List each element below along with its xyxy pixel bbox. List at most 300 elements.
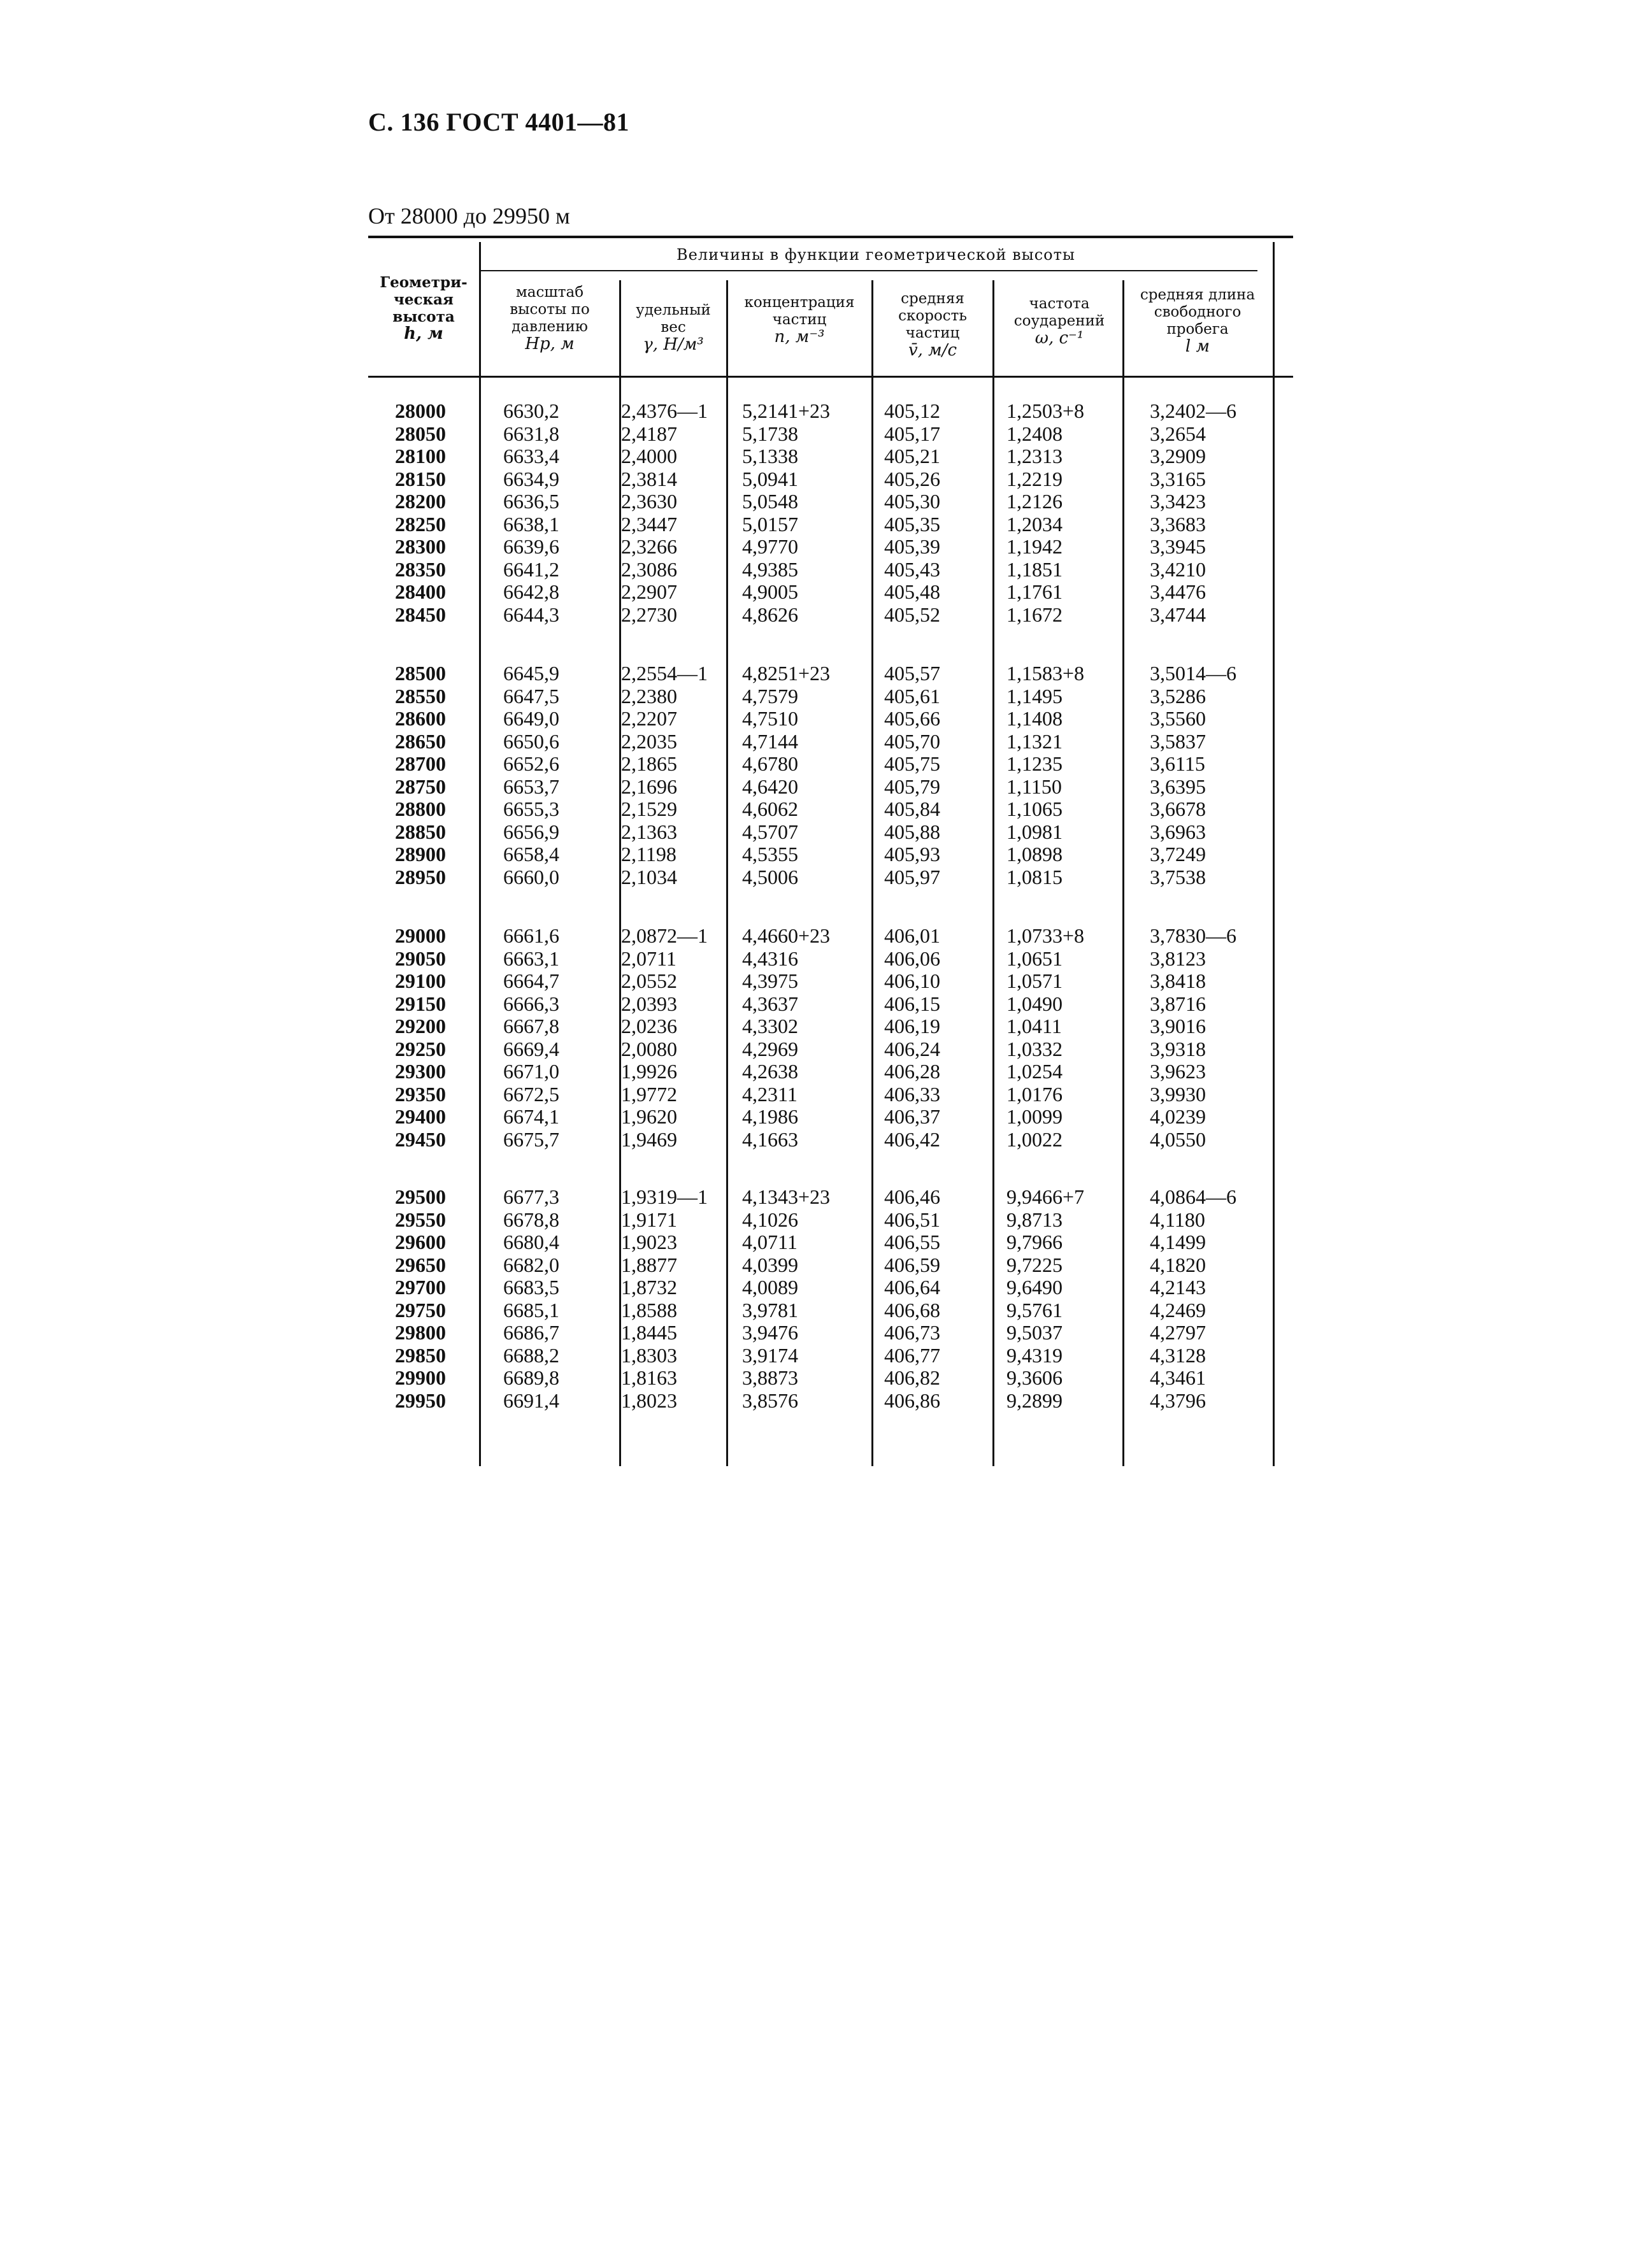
table-cell: 405,52 (884, 603, 940, 626)
table-cell: 3,9930 (1150, 1082, 1206, 1106)
table-cell: 1,2313 (1006, 445, 1063, 467)
table-cell: 405,66 (884, 707, 940, 730)
column-header-specific-weight (622, 302, 725, 353)
table-cell: 2,0080 (621, 1037, 677, 1060)
table-cell: 3,8418 (1150, 969, 1206, 992)
table-cell: 28700 (395, 752, 446, 775)
header-symbol: n, м⁻³ (774, 327, 825, 346)
table-cell: 3,5837 (1150, 729, 1206, 753)
table-cell: 1,0022 (1006, 1127, 1063, 1151)
table-cell: 406,33 (884, 1082, 940, 1106)
table-cell: 4,9005 (742, 580, 798, 603)
header-line: частота (1029, 296, 1090, 312)
table-cell: 406,82 (884, 1366, 940, 1389)
table-cell: 2,3814 (621, 467, 677, 490)
header-line: пробега (1166, 321, 1229, 338)
table-cell: 4,5707 (742, 820, 798, 843)
header-line: частиц (772, 311, 827, 328)
table-cell: 2,1696 (621, 774, 677, 798)
table-cell: 6685,1 (503, 1298, 559, 1322)
table-cell: 1,9926 (621, 1060, 677, 1083)
table-cell: 2,1529 (621, 797, 677, 820)
table-cell: 6666,3 (503, 992, 559, 1015)
table-cell: 406,55 (884, 1230, 940, 1253)
header-line: высоты по (510, 301, 590, 318)
table-cell: 9,2899 (1006, 1388, 1063, 1412)
table-cell: 4,3975 (742, 969, 798, 992)
table-cell: 1,9469 (621, 1127, 677, 1151)
table-cell: 29850 (395, 1343, 446, 1367)
table-cell: 6631,8 (503, 422, 559, 445)
column-divider (479, 242, 481, 1466)
table-cell: 4,3461 (1150, 1366, 1206, 1389)
header-line: соударений (1013, 313, 1105, 329)
header-line: масштаб (515, 284, 584, 301)
table-caption: От 28000 до 29950 м (368, 203, 570, 229)
table-cell: 4,8626 (742, 603, 798, 626)
table-cell: 1,8877 (621, 1253, 677, 1276)
table-cell: 405,57 (884, 662, 940, 685)
table-cell: 2,1198 (621, 843, 676, 866)
table-cell: 5,1738 (742, 422, 798, 445)
table-cell: 6634,9 (503, 467, 559, 490)
table-cell: 3,8716 (1150, 992, 1206, 1015)
table-cell: 6636,5 (503, 490, 559, 513)
table-cell: 406,86 (884, 1388, 940, 1412)
table-cell: 28050 (395, 422, 446, 445)
table-cell: 9,7966 (1006, 1230, 1063, 1253)
table-cell: 28100 (395, 445, 446, 467)
table-cell: 406,64 (884, 1276, 940, 1299)
header-symbol: h, м (404, 324, 443, 343)
table-cell: 4,0239 (1150, 1105, 1206, 1128)
table-cell: 28400 (395, 580, 446, 603)
table-cell: 3,2654 (1150, 422, 1206, 445)
table-cell: 3,7538 (1150, 865, 1206, 888)
table-cell: 4,5006 (742, 865, 798, 888)
table-cell: 6645,9 (503, 662, 559, 685)
table-cell: 29750 (395, 1298, 446, 1322)
table-cell: 3,5286 (1150, 684, 1206, 708)
table-cell: 29500 (395, 1185, 446, 1208)
table-cell: 6671,0 (503, 1060, 559, 1083)
table-cell: 1,1851 (1006, 557, 1063, 581)
table-cell: 1,1761 (1006, 580, 1063, 603)
table-cell: 1,0651 (1006, 946, 1063, 970)
table-cell: 2,1363 (621, 820, 677, 843)
table-cell: 4,6780 (742, 752, 798, 775)
table-cell: 406,19 (884, 1015, 940, 1038)
table-cell: 28550 (395, 684, 446, 708)
table-cell: 1,8023 (621, 1388, 677, 1412)
table-cell: 29350 (395, 1082, 446, 1106)
table-cell: 1,2219 (1006, 467, 1063, 490)
table-cell: 28300 (395, 535, 446, 558)
table-cell: 4,6420 (742, 774, 798, 798)
table-cell: 3,5014—6 (1150, 662, 1236, 685)
table-cell: 5,1338 (742, 445, 798, 467)
table-cell: 28650 (395, 729, 446, 753)
table-cell: 6675,7 (503, 1127, 559, 1151)
table-cell: 2,1034 (621, 865, 677, 888)
table-cell: 1,2034 (1006, 512, 1063, 536)
table-cell: 1,8163 (621, 1366, 677, 1389)
table-cell: 3,9781 (742, 1298, 798, 1322)
header-line: частиц (905, 325, 960, 341)
table-cell: 28250 (395, 512, 446, 536)
table-cell: 5,0157 (742, 512, 798, 536)
table-cell: 405,84 (884, 797, 940, 820)
table-cell: 9,6490 (1006, 1276, 1063, 1299)
table-cell: 3,3683 (1150, 512, 1206, 536)
column-header-concentration (729, 294, 870, 346)
table-cell: 405,43 (884, 557, 940, 581)
table-cell: 6674,1 (503, 1105, 559, 1128)
table-cell: 2,4000 (621, 445, 677, 467)
table-cell: 2,0872—1 (621, 924, 708, 947)
table-cell: 9,8713 (1006, 1208, 1063, 1231)
column-header-collision-frequency (998, 296, 1121, 347)
table-cell: 2,0552 (621, 969, 677, 992)
table-cell: 406,06 (884, 946, 940, 970)
table-cell: 4,1499 (1150, 1230, 1206, 1253)
table-cell: 28350 (395, 557, 446, 581)
header-line: скорость (898, 308, 967, 324)
table-cell: 6641,2 (503, 557, 559, 581)
table-cell: 4,1026 (742, 1208, 798, 1231)
table-cell: 1,0490 (1006, 992, 1063, 1015)
table-cell: 405,48 (884, 580, 940, 603)
table-cell: 405,61 (884, 684, 940, 708)
table-cell: 4,1663 (742, 1127, 798, 1151)
table-cell: 3,8123 (1150, 946, 1206, 970)
table-cell: 405,12 (884, 399, 940, 422)
table-cell: 3,4210 (1150, 557, 1206, 581)
table-cell: 6683,5 (503, 1276, 559, 1299)
table-cell: 28750 (395, 774, 446, 798)
table-cell: 4,0864—6 (1150, 1185, 1236, 1208)
table-cell: 6642,8 (503, 580, 559, 603)
table-cell: 6686,7 (503, 1321, 559, 1344)
table-cell: 6639,6 (503, 535, 559, 558)
table-cell: 6691,4 (503, 1388, 559, 1412)
table-cell: 28000 (395, 399, 446, 422)
column-header-mean-velocity (874, 290, 991, 359)
table-cell: 6664,7 (503, 969, 559, 992)
table-cell: 1,1942 (1006, 535, 1063, 558)
column-header-pressure-scale (482, 284, 618, 353)
table-cell: 1,0733+8 (1006, 924, 1085, 947)
table-cell: 405,88 (884, 820, 940, 843)
table-cell: 406,10 (884, 969, 940, 992)
header-line: высота (392, 308, 455, 325)
table-cell: 1,8303 (621, 1343, 677, 1367)
table-cell: 1,9772 (621, 1082, 677, 1106)
table-cell: 1,0898 (1006, 843, 1063, 866)
header-line: вес (661, 319, 686, 336)
table-cell: 405,21 (884, 445, 940, 467)
table-cell: 6630,2 (503, 399, 559, 422)
table-cell: 406,59 (884, 1253, 940, 1276)
table-cell: 29900 (395, 1366, 446, 1389)
table-cell: 6672,5 (503, 1082, 559, 1106)
table-cell: 1,1408 (1006, 707, 1063, 730)
table-cell: 2,3086 (621, 557, 677, 581)
table-cell: 4,3637 (742, 992, 798, 1015)
table-cell: 4,4316 (742, 946, 798, 970)
table-cell: 2,2380 (621, 684, 677, 708)
table-cell: 4,2969 (742, 1037, 798, 1060)
group-header-rule (479, 270, 1257, 271)
table-cell: 3,6395 (1150, 774, 1206, 798)
table-cell: 4,1820 (1150, 1253, 1206, 1276)
table-cell: 6650,6 (503, 729, 559, 753)
table-cell: 4,3128 (1150, 1343, 1206, 1367)
table-cell: 4,2469 (1150, 1298, 1206, 1322)
header-line: давлению (512, 318, 588, 335)
table-cell: 29450 (395, 1127, 446, 1151)
column-divider (1122, 280, 1124, 1466)
table-cell: 6663,1 (503, 946, 559, 970)
table-cell: 1,1150 (1006, 774, 1062, 798)
table-cell: 6647,5 (503, 684, 559, 708)
table-cell: 6682,0 (503, 1253, 559, 1276)
table-cell: 2,3266 (621, 535, 677, 558)
table-cell: 3,9476 (742, 1321, 798, 1344)
table-cell: 1,1065 (1006, 797, 1063, 820)
table-cell: 29100 (395, 969, 446, 992)
table-cell: 6669,4 (503, 1037, 559, 1060)
table-cell: 29300 (395, 1060, 446, 1083)
table-cell: 2,0711 (621, 946, 676, 970)
table-cell: 6661,6 (503, 924, 559, 947)
table-cell: 2,2907 (621, 580, 677, 603)
table-cell: 406,24 (884, 1037, 940, 1060)
table-cell: 5,0548 (742, 490, 798, 513)
table-cell: 1,9620 (621, 1105, 677, 1128)
table-cell: 406,68 (884, 1298, 940, 1322)
table-cell: 6658,4 (503, 843, 559, 866)
table-cell: 6656,9 (503, 820, 559, 843)
column-divider (871, 280, 873, 1466)
table-cell: 29200 (395, 1015, 446, 1038)
table-cell: 2,0236 (621, 1015, 677, 1038)
table-cell: 6680,4 (503, 1230, 559, 1253)
table-top-rule (368, 236, 1293, 238)
header-line: концентрация (744, 294, 855, 311)
table-cell: 4,0399 (742, 1253, 798, 1276)
table-cell: 29600 (395, 1230, 446, 1253)
table-cell: 4,4660+23 (742, 924, 831, 947)
table-cell: 4,1180 (1150, 1208, 1205, 1231)
table-cell: 4,2311 (742, 1082, 798, 1106)
table-cell: 1,0815 (1006, 865, 1063, 888)
table-cell: 405,70 (884, 729, 940, 753)
table-cell: 406,37 (884, 1105, 940, 1128)
table-cell: 28150 (395, 467, 446, 490)
table-cell: 29950 (395, 1388, 446, 1412)
table-cell: 2,2730 (621, 603, 677, 626)
table-cell: 28850 (395, 820, 446, 843)
table-cell: 4,0089 (742, 1276, 798, 1299)
table-cell: 1,1321 (1006, 729, 1063, 753)
table-cell: 405,39 (884, 535, 940, 558)
table-cell: 4,8251+23 (742, 662, 831, 685)
table-cell: 3,8576 (742, 1388, 798, 1412)
header-bottom-rule (368, 376, 1293, 378)
table-cell: 3,3945 (1150, 535, 1206, 558)
table-cell: 1,2503+8 (1006, 399, 1085, 422)
table-cell: 2,2035 (621, 729, 677, 753)
table-cell: 3,3423 (1150, 490, 1206, 513)
table-cell: 4,1986 (742, 1105, 798, 1128)
table-cell: 4,2638 (742, 1060, 798, 1083)
header-line: ческая (394, 291, 454, 308)
table-cell: 29250 (395, 1037, 446, 1060)
table-cell: 4,2797 (1150, 1321, 1206, 1344)
table-cell: 2,4187 (621, 422, 677, 445)
table-cell: 406,15 (884, 992, 940, 1015)
table-cell: 1,8732 (621, 1276, 677, 1299)
table-cell: 1,0411 (1006, 1015, 1062, 1038)
table-cell: 405,79 (884, 774, 940, 798)
table-cell: 29800 (395, 1321, 446, 1344)
table-cell: 6677,3 (503, 1185, 559, 1208)
table-cell: 3,3165 (1150, 467, 1206, 490)
table-cell: 4,7510 (742, 707, 798, 730)
table-cell: 9,7225 (1006, 1253, 1063, 1276)
table-cell: 3,2909 (1150, 445, 1206, 467)
table-cell: 5,0941 (742, 467, 798, 490)
table-cell: 4,5355 (742, 843, 798, 866)
table-cell: 28200 (395, 490, 446, 513)
table-cell: 1,0099 (1006, 1105, 1063, 1128)
table-cell: 29650 (395, 1253, 446, 1276)
table-cell: 6688,2 (503, 1343, 559, 1367)
table-cell: 9,9466+7 (1006, 1185, 1085, 1208)
table-cell: 405,35 (884, 512, 940, 536)
column-header-height (368, 274, 479, 343)
table-cell: 2,0393 (621, 992, 677, 1015)
table-cell: 29550 (395, 1208, 446, 1231)
table-cell: 3,4744 (1150, 603, 1206, 626)
table-cell: 1,2408 (1006, 422, 1063, 445)
table-cell: 405,93 (884, 843, 940, 866)
table-cell: 29700 (395, 1276, 446, 1299)
table-cell: 3,8873 (742, 1366, 798, 1389)
table-cell: 2,1865 (621, 752, 677, 775)
table-cell: 6667,8 (503, 1015, 559, 1038)
table-cell: 3,2402—6 (1150, 399, 1236, 422)
table-cell: 4,0550 (1150, 1127, 1206, 1151)
table-cell: 6660,0 (503, 865, 559, 888)
table-cell: 406,46 (884, 1185, 940, 1208)
table-cell: 2,2554—1 (621, 662, 708, 685)
table-cell: 1,9319—1 (621, 1185, 708, 1208)
table-cell: 1,1672 (1006, 603, 1063, 626)
header-symbol: v̄, м/с (908, 341, 957, 360)
table-cell: 406,01 (884, 924, 940, 947)
table-cell: 6689,8 (503, 1366, 559, 1389)
table-cell: 4,6062 (742, 797, 798, 820)
table-cell: 1,1235 (1006, 752, 1063, 775)
header-line: средняя (901, 290, 964, 307)
table-cell: 2,4376—1 (621, 399, 708, 422)
table-cell: 1,8588 (621, 1298, 677, 1322)
table-cell: 1,0332 (1006, 1037, 1063, 1060)
table-cell: 4,9770 (742, 535, 798, 558)
table-cell: 6655,3 (503, 797, 559, 820)
table-cell: 3,6115 (1150, 752, 1205, 775)
table-cell: 6644,3 (503, 603, 559, 626)
table-cell: 4,7579 (742, 684, 798, 708)
table-cell: 28600 (395, 707, 446, 730)
table-cell: 6653,7 (503, 774, 559, 798)
table-cell: 3,6678 (1150, 797, 1206, 820)
table-cell: 4,2143 (1150, 1276, 1206, 1299)
table-cell: 29050 (395, 946, 446, 970)
table-cell: 6633,4 (503, 445, 559, 467)
table-cell: 405,30 (884, 490, 940, 513)
table-cell: 3,7249 (1150, 843, 1206, 866)
table-cell: 9,5037 (1006, 1321, 1063, 1344)
table-cell: 3,9318 (1150, 1037, 1206, 1060)
table-cell: 406,28 (884, 1060, 940, 1083)
table-cell: 1,0254 (1006, 1060, 1063, 1083)
table-cell: 29150 (395, 992, 446, 1015)
page-header: С. 136 ГОСТ 4401—81 (368, 108, 630, 136)
table-cell: 405,75 (884, 752, 940, 775)
header-line: Геометри- (380, 274, 468, 291)
table-cell: 3,9623 (1150, 1060, 1206, 1083)
table-cell: 405,17 (884, 422, 940, 445)
table-cell: 6638,1 (503, 512, 559, 536)
table-cell: 2,3447 (621, 512, 677, 536)
header-line: свободного (1154, 304, 1242, 320)
table-cell: 28450 (395, 603, 446, 626)
table-cell: 405,97 (884, 865, 940, 888)
table-cell: 6652,6 (503, 752, 559, 775)
table-cell: 4,1343+23 (742, 1185, 831, 1208)
table-cell: 6678,8 (503, 1208, 559, 1231)
table-cell: 405,26 (884, 467, 940, 490)
header-symbol: Hp, м (525, 334, 575, 353)
table-cell: 9,5761 (1006, 1298, 1063, 1322)
header-symbol: ω, с⁻¹ (1034, 329, 1084, 348)
table-cell: 28500 (395, 662, 446, 685)
table-cell: 4,0711 (742, 1230, 798, 1253)
table-cell: 406,51 (884, 1208, 940, 1231)
table-cell: 2,3630 (621, 490, 677, 513)
table-cell: 5,2141+23 (742, 399, 831, 422)
table-cell: 3,5560 (1150, 707, 1206, 730)
table-cell: 1,9023 (621, 1230, 677, 1253)
table-cell: 3,7830—6 (1150, 924, 1236, 947)
table-cell: 1,0981 (1006, 820, 1063, 843)
table-cell: 28950 (395, 865, 446, 888)
table-cell: 1,8445 (621, 1321, 677, 1344)
table-cell: 1,0176 (1006, 1082, 1063, 1106)
table-cell: 4,7144 (742, 729, 798, 753)
table-cell: 2,2207 (621, 707, 677, 730)
table-cell: 9,3606 (1006, 1366, 1063, 1389)
table-cell: 4,3796 (1150, 1388, 1206, 1412)
group-header: Величины в функции геометрической высоты (676, 246, 1075, 264)
table-cell: 3,4476 (1150, 580, 1206, 603)
table-cell: 1,0571 (1006, 969, 1063, 992)
table-cell: 1,2126 (1006, 490, 1063, 513)
table-cell: 1,1583+8 (1006, 662, 1085, 685)
